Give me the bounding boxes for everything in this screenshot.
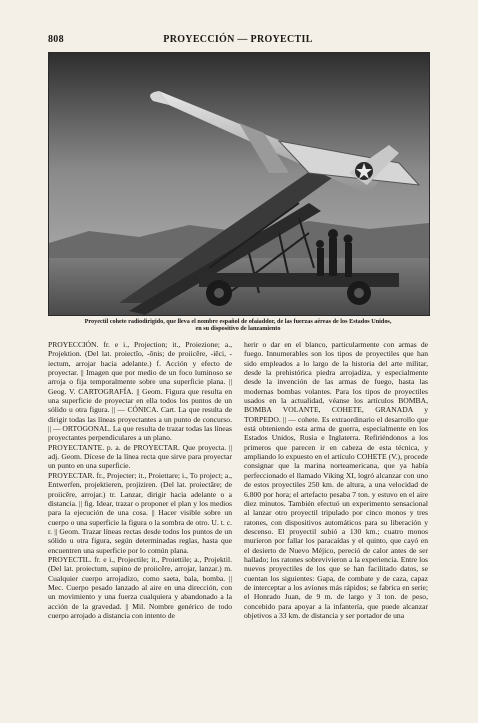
entry-proyectar: PROYECTAR. fr., Projecter; it., Proiettare; i., To project; a., Entwerfen, projektieren, projiziren. (Del lat. proiectāre; de proiicĕre, arrojar.) tr. Lanzar, dirigir hacia adelante o a distancia. || fig. Idear, trazar o proponer el plan y los medios para la ejecución de una cosa. || Hacer visible sobre un cuerpo o una superficie la figura o la sombra de otro. U. t. c. r. || Geom. Trazar líneas rectas desde todos los puntos de un sólido u otra figura, según determinadas reglas, hasta que encuentren una superficie por lo común plana. <box>48 470 232 555</box>
caption-line: Proyectil cohete radiodirigido, que lleva el nombre español de ofaiaddor, de las fuerzas aéreas de los Estados Unidos, <box>84 318 392 325</box>
rocket-photograph <box>48 52 430 316</box>
caption-line: en su dispositivo de lanzamiento <box>195 325 281 333</box>
left-column <box>48 340 232 620</box>
running-title: PROYECCIÓN — PROYECTIL <box>163 34 313 45</box>
right-column <box>244 340 428 620</box>
entry-proyectil: PROYECTIL. fr. e i., Projectile; it., Proiettile; a., Projektil. (Del lat. proiectum, supino de proiicĕre, arrojar, lanzar.) m. Cualquier cuerpo arrojadizo, como saeta, bala, bomba. || Mec. Cuerpo pesado lanzado al aire en una dirección, con un movimiento y una fuerza cualquiera y abandonado a la acción de la gravedad. || Mil. Nombre genérico de todo cuerpo arrojado a distancia con intento de <box>48 554 232 620</box>
entry-proyeccion: PROYECCIÓN. fr. e i., Projection; it., Proiezione; a., Projektion. (Del lat. proiectĭo, -ōnis; de proiicĕre, -iēci, -iectum, arrojar hacia adelante.) f. Acción y efecto de proyectar. || Imagen que por medio de un foco luminoso se arroja o fija temporalmente sobre una superficie plana. || Geog. V. CARTOGRAFÍA. || Geom. Figura que resulta en una superficie de proyectar en ella todos los puntos de un sólido u otra figura. || — CÓNICA. Cart. La que resulta de dirigir todas las líneas proyectantes a un punto de concurso. || — ORTOGONAL. La que resulta de trazar todas las líneas proyectantes perpendiculares a un plano. <box>48 340 233 443</box>
page-header <box>48 34 428 46</box>
entry-proyectante: PROYECTANTE. p. a. de PROYECTAR. Que proyecta. || adj. Geom. Dícese de la línea recta que sirve para proyectar un punto en una superficie. <box>48 442 232 471</box>
figure-caption <box>48 318 428 332</box>
entry-proyectil-continued: herir o dar en el blanco, particularmente con armas de fuego. Innumerables son los tipos de proyectiles que han sido empleados a lo largo de la historia del arte militar, desde la prehistórica piedra arrojadiza, y especialmente desde la invención de las armas de fuego, hasta las modernas bombas volantes. Para los tipos de proyectiles usados en la actualidad, véanse los artículos BOMBA, BOMBA VOLANTE, COHETE, GRANADA y TORPEDO. || — cohete. Es extraordinario el desarrollo que está obteniendo esta arma de guerra, especialmente en los Estados Unidos, Rusia e Inglaterra. Refiriéndonos a los primeros que parecen ir en cabeza de esta técnica, y ampliando lo expuesto en el artículo COHETE (V.), procede consignar que la marina norteamericana, que ya había perfeccionado el llamado Viking XI, logró alcanzar con uno de estos proyectiles 250 km. de altura, a una velocidad de 6.800 por hora; el artefacto pesaba 7 ton. y estuvo en el aire diez minutos. También efectuó un experimento sensacional al lanzar otro proyectil tripulado por cinco monos y tres ratones, con dispositivos automáticos para su liberación y descenso. El proyectil subió a 130 km.; cuatro monos murieron por fallar los paracaídas y el quinto, que cayó en el desierto de Nuevo Méjico, pereció de calor antes de ser hallado; los ratones sobrevivieron a la experiencia. Entre los nuevos proyectiles de los que se han facilitado datos, se cuentan los siguientes: Gapa, de combate y de caza, capaz de interceptar a los aviones más rápidos; se fabrica en serie; el Honrado Juan, de 9 m. de largo y 3 ton. de peso, concebido para apoyar a la infantería, que puede alcanzar objetivos a 33 km. de distancia y ser portador de una <box>244 340 428 620</box>
page-number: 808 <box>48 34 64 45</box>
rocket-launcher-illustration <box>49 53 429 315</box>
